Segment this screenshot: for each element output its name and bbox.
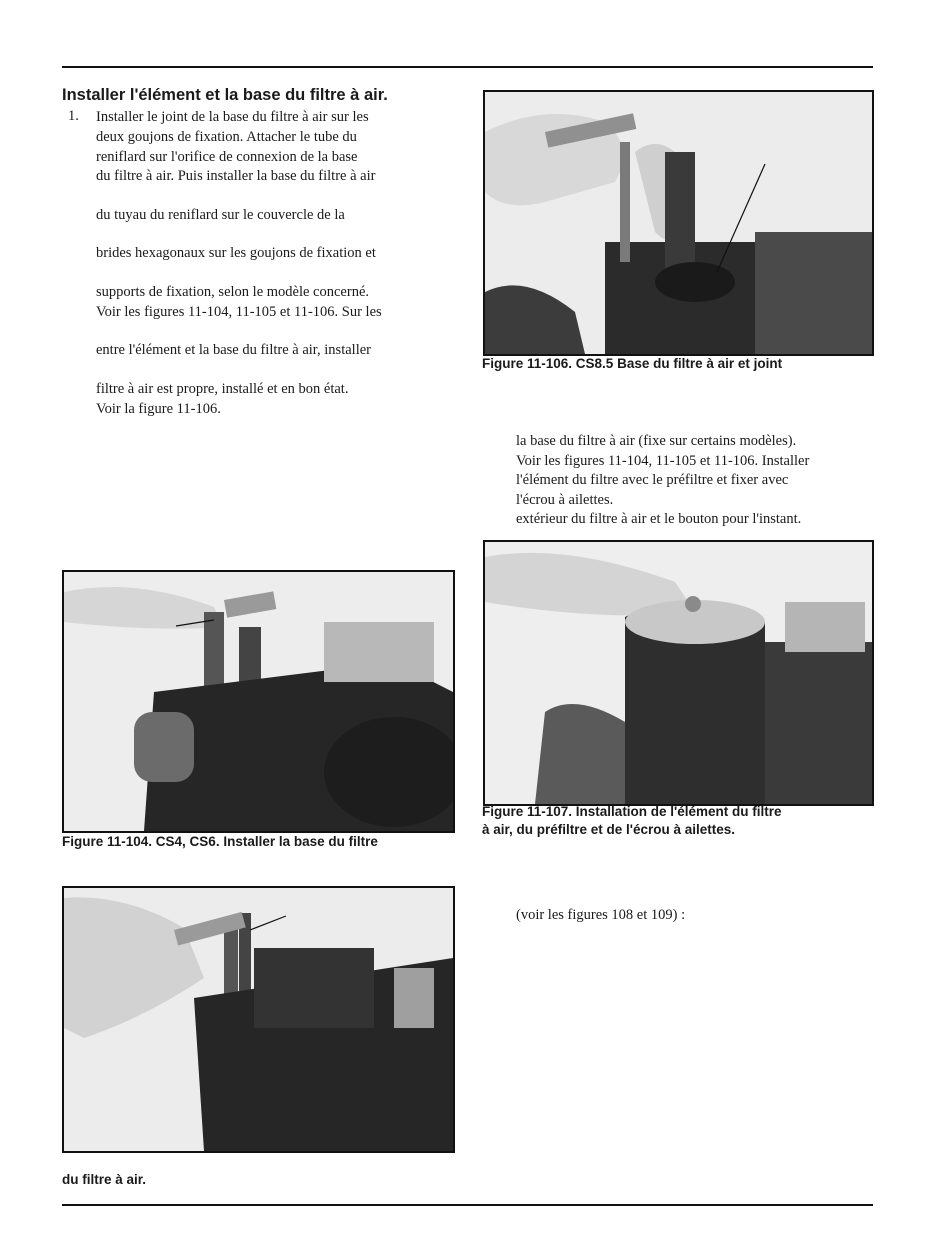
instruction-line: Voir les figures 11-104, 11-105 et 11-106. Installer	[516, 453, 810, 469]
instruction-line: Installer le joint de la base du filtre à air sur les	[96, 109, 369, 125]
instruction-line: du tuyau du reniflard sur le couvercle de la	[96, 207, 345, 223]
instruction-line: entre l'élément et la base du filtre à air, installer	[96, 342, 371, 358]
instruction-line: du filtre à air. Puis installer la base du filtre à air	[96, 168, 376, 184]
air-filter-base-illustration	[485, 92, 872, 354]
top-rule	[62, 66, 873, 68]
instruction-line: l'écrou à ailettes.	[516, 492, 614, 508]
figure-caption: Figure 11-107. Installation de l'élément du filtre	[482, 804, 782, 819]
section-heading: Installer l'élément et la base du filtre à air.	[62, 86, 388, 104]
instruction-line: brides hexagonaux sur les goujons de fixation et	[96, 245, 376, 261]
instruction-line: Voir les figures 11-104, 11-105 et 11-106. Sur les	[96, 304, 382, 320]
instruction-line: extérieur du filtre à air et le bouton pour l'instant.	[516, 511, 802, 527]
step-number: 1.	[68, 108, 79, 124]
figure-caption: Figure 11-104. CS4, CS6. Installer la base du filtre	[62, 834, 378, 849]
figure-caption: du filtre à air.	[62, 1172, 147, 1187]
instruction-line: la base du filtre à air (fixe sur certains modèles).	[516, 433, 797, 449]
figure-caption: à air, du préfiltre et de l'écrou à ailettes.	[482, 822, 736, 837]
engine-base-install-illustration	[64, 572, 453, 831]
instruction-line: reniflard sur l'orifice de connexion de la base	[96, 149, 358, 165]
figures-note: (voir les figures 108 et 109) :	[516, 907, 686, 923]
instruction-line: l'élément du filtre avec le préfiltre et fixer avec	[516, 472, 789, 488]
filter-element-install-illustration	[485, 542, 872, 804]
instruction-line: supports de fixation, selon le modèle concerné.	[96, 284, 370, 300]
bottom-rule	[62, 1204, 873, 1206]
figure-11-106-photo	[483, 90, 874, 356]
figure-11-104-photo	[62, 570, 455, 833]
instruction-line: deux goujons de fixation. Attacher le tube du	[96, 129, 357, 145]
figure-11-105-photo	[62, 886, 455, 1153]
figure-11-107-photo	[483, 540, 874, 806]
engine-base-tighten-illustration	[64, 888, 453, 1151]
figure-caption: Figure 11-106. CS8.5 Base du filtre à air et joint	[482, 356, 783, 371]
instruction-line: Voir la figure 11-106.	[96, 401, 221, 417]
instruction-line: filtre à air est propre, installé et en bon état.	[96, 381, 349, 397]
